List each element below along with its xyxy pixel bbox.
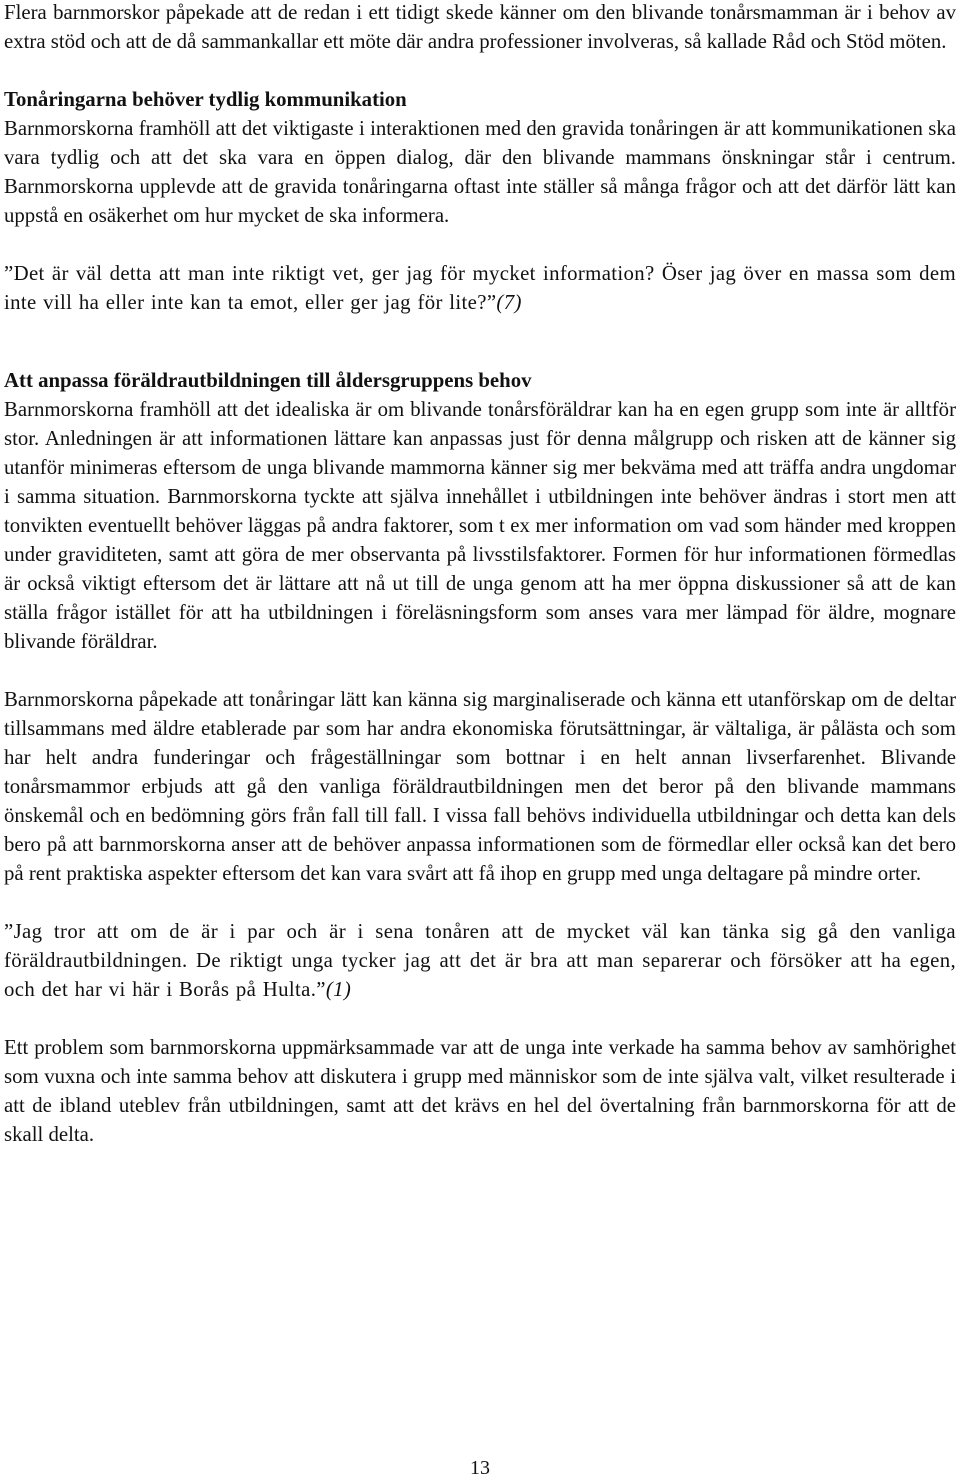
page-number: 13 (470, 1457, 490, 1479)
spacer (4, 888, 956, 917)
document-page (4, 0, 956, 1149)
spacer (4, 230, 956, 259)
section-heading-communication: Tonåringarna behöver tydlig kommunikation (4, 88, 407, 111)
spacer (4, 656, 956, 685)
body-paragraph: Barnmorskorna påpekade att tonåringar lätt kan känna sig marginaliserade och känna ett utanförskap om de deltar tillsammans med äldre etablerade par som har andra ekonomiska förutsättningar, är vältaliga, är pålästa och som har helt andra funderingar och frågeställningar som bottnar i en helt annan livserfarenhet. Blivande tonårsmammor erbjuds att gå den vanliga föräldrautbildningen men det beror på den blivande mammans önskemål och en bedömning görs från fall till fall. I vissa fall behövs individuella utbildningar och detta kan dels bero på att barnmorskorna anser att de behöver anpassa informationen som de förmedlar eller också kan det bero på rent praktiska aspekter eftersom det kan vara svårt att få ihop en grupp med unga deltagare på mindre orter. (4, 688, 956, 885)
quote-reference: (1) (325, 978, 352, 1001)
spacer (4, 317, 956, 366)
body-paragraph: Ett problem som barnmorskorna uppmärksammade var att de unga inte verkade ha samma behov av samhörighet som vuxna och inte samma behov att diskutera i grupp med människor som de inte själva valt, vilket resulterade i att de ibland uteblev från utbildningen, samt att det krävs en hel del övertalning från barnmorskorna för att de skall delta. (4, 1036, 956, 1146)
interview-quote (4, 917, 956, 1004)
body-paragraph: Barnmorskorna framhöll att det viktigaste i interaktionen med den gravida tonåringen är att kommunikationen ska vara tydlig och att det ska vara en öppen dialog, där den blivande mammans önskningar står i centrum. Barnmorskorna upplevde att de gravida tonåringarna oftast inte ställer så många frågor och att det därför lätt kan uppstå en osäkerhet om hur mycket de ska informera. (4, 117, 956, 227)
body-paragraph: Barnmorskorna framhöll att det idealiska är om blivande tonårsföräldrar kan ha en egen grupp som inte är alltför stor. Anledningen är att informationen lättare kan anpassas just för denna målgrupp och risken att de känner sig utanför minimeras eftersom de unga blivande mammorna känner sig mer bekväma med att träffa andra ungdomar i samma situation. Barnmorskorna tyckte att själva innehållet i utbildningen inte behöver ändras i stort men att tonvikten eventuellt behöver läggas på andra faktorer, som t ex mer information om vad som händer med kroppen under graviditeten, samt att göra de mer observanta på livsstilsfaktorer. Formen för hur informationen förmedlas är också viktigt eftersom det är lättare att nå ut till de unga genom att ha mer öppna diskussioner så att de kan ställa frågor istället för att ha utbildningen i föreläsningsform som anses vara mer lämpad för äldre, mognare blivande föräldrar. (4, 398, 956, 653)
spacer (4, 56, 956, 85)
spacer (4, 1004, 956, 1033)
quote-text: ”Jag tror att om de är i par och är i sena tonåren att de mycket väl kan tänka sig gå den vanliga föräldrautbildningen. De riktigt unga tycker jag att det är bra att man separerar och försöker att ha egen, och det har vi här i Borås på Hulta.” (4, 920, 956, 1001)
quote-text: ”Det är väl detta att man inte riktigt vet, ger jag för mycket information? Öser jag över en massa som dem inte vill ha eller inte kan ta emot, eller ger jag för lite?” (4, 262, 956, 314)
intro-paragraph: Flera barnmorskor påpekade att de redan i ett tidigt skede känner om den blivande tonårsmamman är i behov av extra stöd och att de då sammankallar ett möte där andra professioner involveras, så kallade Råd och Stöd möten. (4, 1, 956, 53)
interview-quote (4, 259, 956, 317)
quote-reference: (7) (496, 291, 522, 314)
section-heading-parent-education: Att anpassa föräldrautbildningen till åldersgruppens behov (4, 369, 532, 392)
